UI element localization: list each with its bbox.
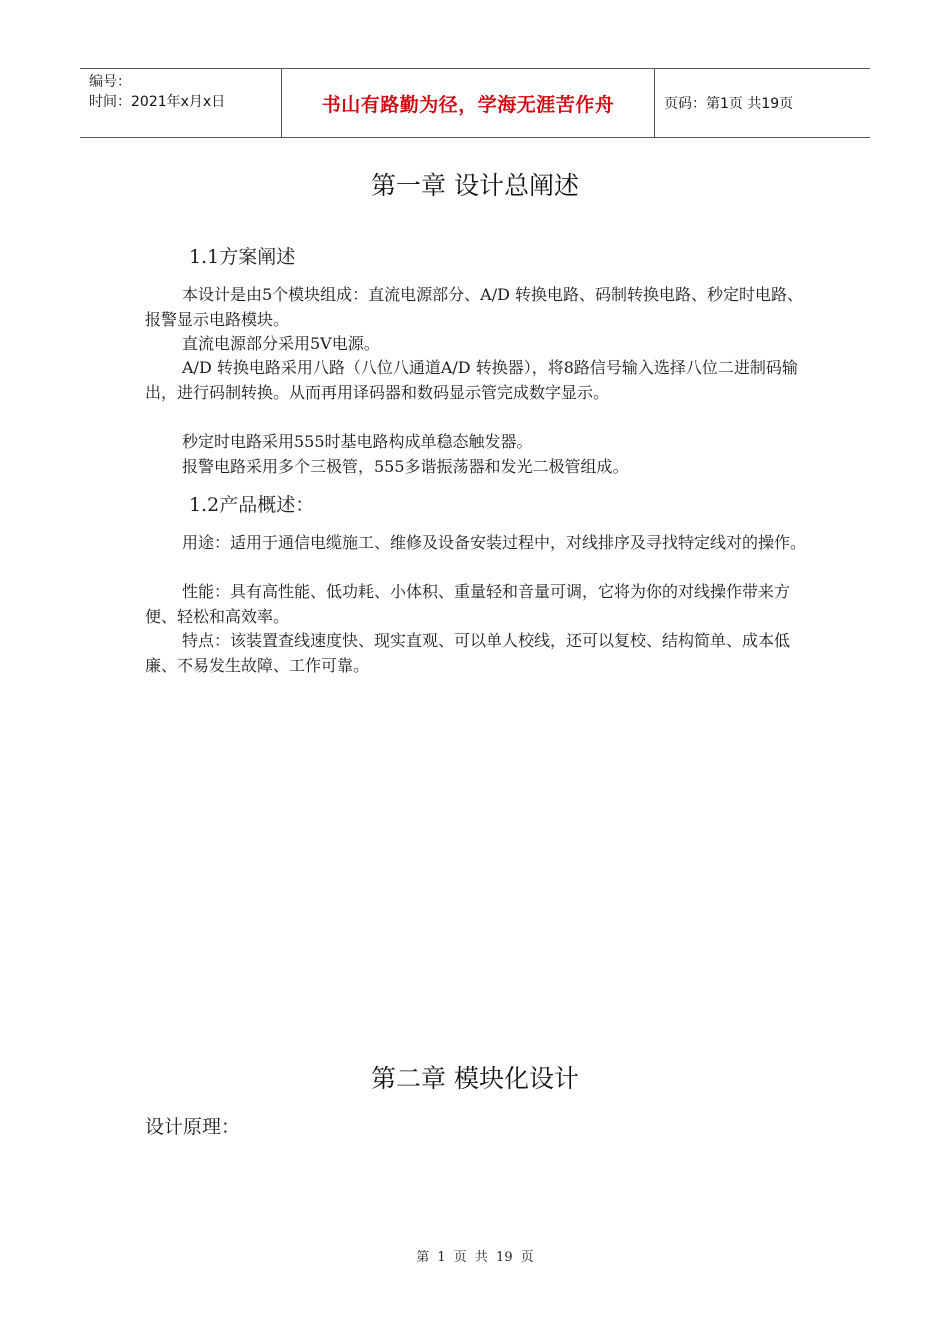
section1-paragraph-3: A/D 转换电路采用八路（八位八通道A/D 转换器），将8路信号输入选择八位二进制码输出，进行码制转换。从而再用译码器和数码显示管完成数字显示。 (145, 358, 798, 402)
chapter2-title: 第二章 模块化设计 (371, 1064, 579, 1093)
section1-title: 1.1方案阐述 (189, 246, 296, 268)
section2-paragraph-3: 特点：该装置查线速度快、现实直观、可以单人校线，还可以复校、结构简单、成本低廉、不易发生故障、工作可靠。 (145, 631, 791, 675)
header-left-cell (80, 69, 282, 137)
section2-paragraph-1: 用途：适用于通信电缆施工、维修及设备安装过程中，对线排序及寻找特定线对的操作。 (182, 533, 807, 552)
section2-paragraph-2: 性能：具有高性能、低功耗、小体积、重量轻和音量可调，它将为你的对线操作带来方便、轻松和高效率。 (145, 582, 791, 626)
header-motto: 书山有路勤为径，学海无涯苦作舟 (321, 93, 615, 116)
header-page-cell (655, 69, 870, 137)
number-label: 编号： (89, 74, 131, 90)
header-page-info: 页码：第1页 共19页 (664, 96, 794, 112)
section2-title: 1.2产品概述： (189, 494, 315, 516)
section1-paragraph-1: 本设计是由5个模块组成：直流电源部分、A/D 转换电路、码制转换电路、秒定时电路、报警显示电路模块。 (145, 285, 804, 329)
design-principle-heading: 设计原理： (145, 1116, 241, 1138)
section1-paragraph-5: 报警电路采用多个三极管，555多谐振荡器和发光二极管组成。 (182, 457, 629, 476)
section1-paragraph-2: 直流电源部分采用5V电源。 (182, 334, 380, 353)
section1-paragraph-4: 秒定时电路采用555时基电路构成单稳态触发器。 (182, 432, 533, 451)
page-footer: 第 1 页 共 19 页 (416, 1250, 534, 1265)
time-label: 时间：2021年x月x日 (89, 94, 226, 110)
header-motto-cell (282, 69, 655, 137)
chapter1-title: 第一章 设计总阐述 (371, 171, 579, 200)
header-table (80, 68, 870, 138)
